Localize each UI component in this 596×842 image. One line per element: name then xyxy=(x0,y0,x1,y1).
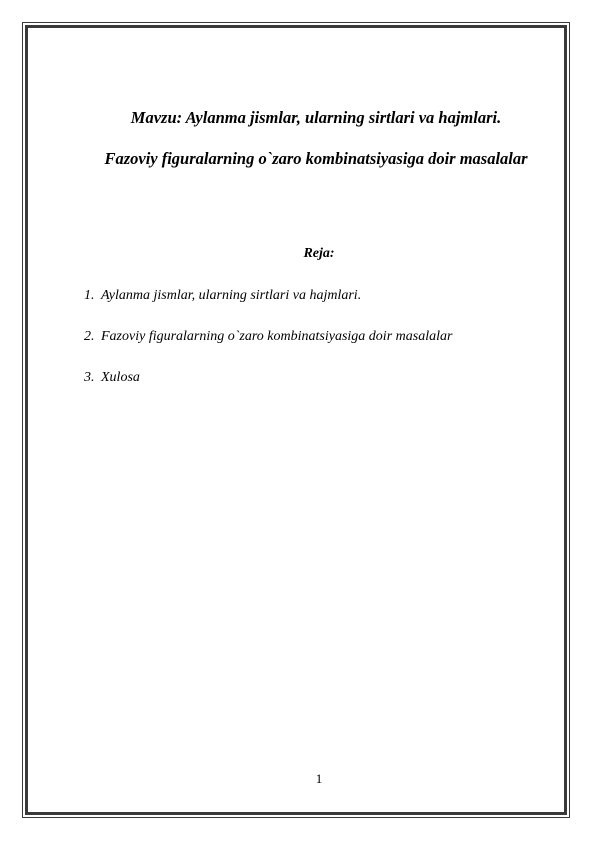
plan-item xyxy=(84,369,452,387)
plan-item xyxy=(84,287,452,305)
document-title-line-2: Fazoviy figuralarning o`zaro kombinatsiyasiga doir masalalar xyxy=(104,149,528,168)
plan-item-number: 1. xyxy=(84,288,95,303)
page-border xyxy=(25,25,567,815)
plan-item-text: Xulosa xyxy=(101,370,140,385)
plan-item-text: Aylanma jismlar, ularning sirtlari va hajmlari. xyxy=(101,288,362,303)
plan-list xyxy=(84,287,452,410)
document-title-line-1: Mavzu: Aylanma jismlar, ularning sirtlari va hajmlari. xyxy=(130,108,502,127)
plan-item xyxy=(84,328,452,346)
plan-item-number: 3. xyxy=(84,370,95,385)
plan-item-text: Fazoviy figuralarning o`zaro kombinatsiyasiga doir masalalar xyxy=(101,329,453,344)
plan-item-number: 2. xyxy=(84,329,95,344)
plan-heading: Reja: xyxy=(303,246,335,261)
page-number: 1 xyxy=(315,771,323,786)
